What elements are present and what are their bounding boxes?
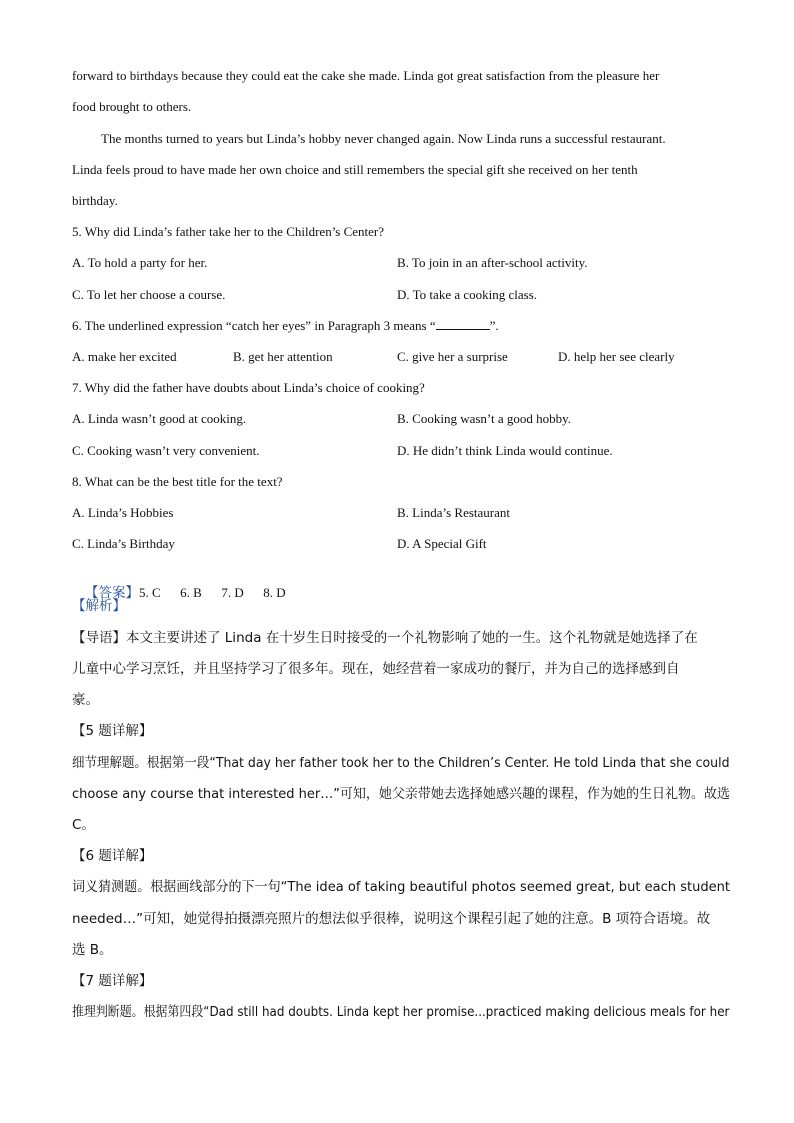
- question-8-option-d: D. A Special Gift: [397, 536, 487, 551]
- passage-line: Linda feels proud to have made her own choice and still remembers the special gift she received on her tenth: [72, 162, 638, 177]
- q6-detail-line: 词义猜测题。根据画线部分的下一句“The idea of taking beautiful photos seemed great, but each student: [72, 879, 731, 895]
- q5-detail-line: choose any course that interested her…”可知，她父亲带她去选择她感兴趣的课程，作为她的生日礼物。故选: [72, 786, 730, 802]
- question-8-stem: 8. What can be the best title for the text?: [72, 474, 283, 489]
- q5-detail-tag: 【5 题详解】: [72, 723, 153, 739]
- analysis-tag: 【解析】: [72, 598, 126, 614]
- question-7-option-b: B. Cooking wasn’t a good hobby.: [397, 411, 572, 426]
- question-7-stem: 7. Why did the father have doubts about Linda’s choice of cooking?: [72, 380, 425, 395]
- question-6-stem: [72, 317, 499, 335]
- passage-line: birthday.: [72, 193, 118, 208]
- question-8-option-c: C. Linda’s Birthday: [72, 536, 175, 551]
- answer-tag: 【答案】: [85, 585, 139, 601]
- question-6-option-a: A. make her excited: [72, 349, 177, 364]
- passage-line: food brought to others.: [72, 99, 192, 114]
- q6-detail-line: 选 B。: [72, 942, 113, 958]
- guide-line: 豪。: [72, 692, 99, 708]
- answer-blank: [436, 317, 490, 330]
- q7-detail-line: 推理判断题。根据第四段“Dad still had doubts. Linda kept her promise...practiced making delicious meals for her: [72, 1004, 730, 1020]
- question-6-option-d: D. help her see clearly: [558, 349, 675, 364]
- question-7-option-d: D. He didn’t think Linda would continue.: [397, 443, 613, 458]
- question-5-option-c: C. To let her choose a course.: [72, 287, 226, 302]
- passage-line: The months turned to years but Linda’s hobby never changed again. Now Linda runs a successful restaurant.: [101, 131, 666, 146]
- q5-detail-line: 细节理解题。根据第一段“That day her father took her to the Children’s Center. He told Linda that she could: [72, 755, 730, 771]
- question-6-option-c: C. give her a surprise: [397, 349, 508, 364]
- answer-items: 5. C 6. B 7. D 8. D: [139, 585, 286, 600]
- guide-line: [72, 629, 698, 647]
- question-7-option-a: A. Linda wasn’t good at cooking.: [72, 411, 247, 426]
- question-6-stem-end: ”.: [489, 318, 499, 333]
- q6-detail-line: needed…”可知，她觉得拍摄漂亮照片的想法似乎很棒，说明这个课程引起了她的注意。B 项符合语境。故: [72, 911, 711, 927]
- question-6-option-b: B. get her attention: [233, 349, 333, 364]
- question-5-option-b: B. To join in an after-school activity.: [397, 255, 588, 270]
- question-5-stem: 5. Why did Linda’s father take her to the Children’s Center?: [72, 224, 385, 239]
- question-5-option-d: D. To take a cooking class.: [397, 287, 538, 302]
- guide-tag: 【导语】: [72, 630, 126, 646]
- question-7-option-c: C. Cooking wasn’t very convenient.: [72, 443, 260, 458]
- question-8-option-b: B. Linda’s Restaurant: [397, 505, 511, 520]
- question-5-option-a: A. To hold a party for her.: [72, 255, 208, 270]
- question-6-stem-text: 6. The underlined expression “catch her eyes” in Paragraph 3 means “: [72, 318, 436, 333]
- q7-detail-tag: 【7 题详解】: [72, 973, 153, 989]
- guide-text: 本文主要讲述了 Linda 在十岁生日时接受的一个礼物影响了她的一生。这个礼物就是她选择了在: [126, 630, 698, 646]
- q5-detail-line: C。: [72, 817, 95, 833]
- guide-line: 儿童中心学习烹饪，并且坚持学习了很多年。现在，她经营着一家成功的餐厅，并为自己的选择感到自: [72, 661, 680, 677]
- question-8-option-a: A. Linda’s Hobbies: [72, 505, 174, 520]
- q6-detail-tag: 【6 题详解】: [72, 848, 153, 864]
- passage-line: forward to birthdays because they could eat the cake she made. Linda got great satisfaction from the pleasure her: [72, 68, 660, 83]
